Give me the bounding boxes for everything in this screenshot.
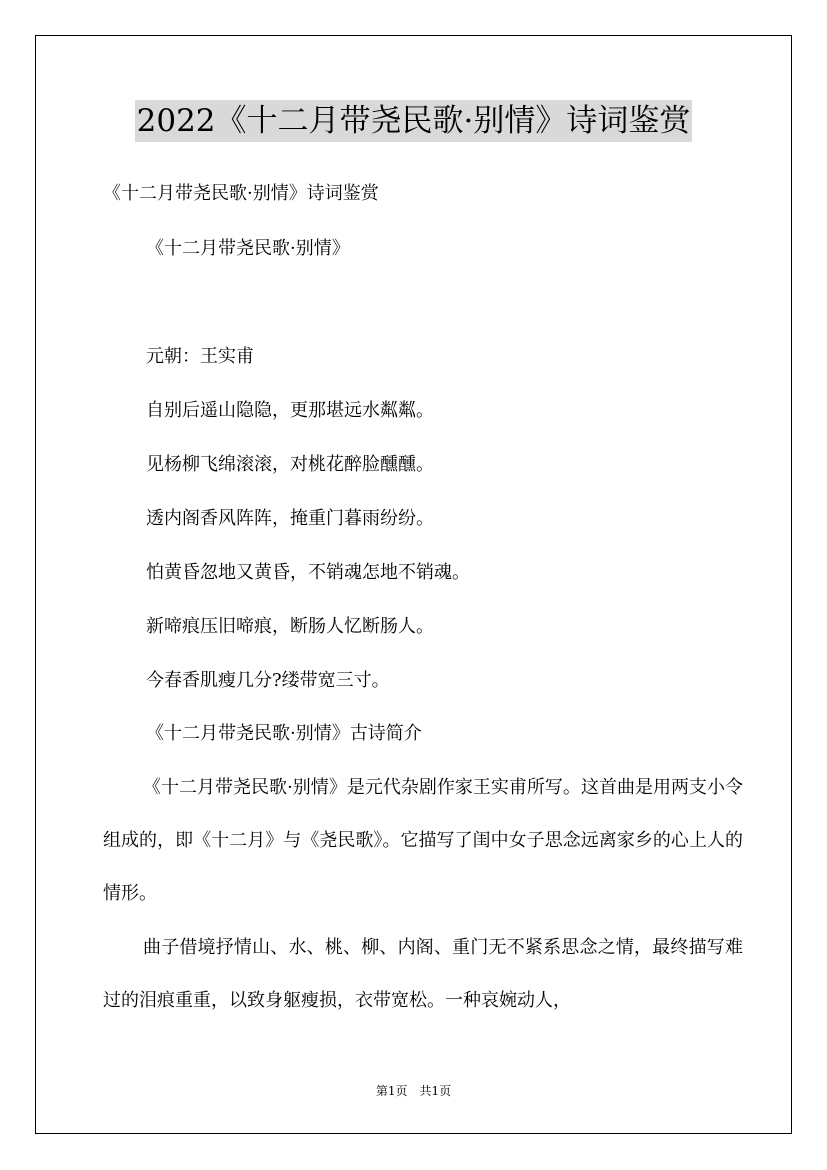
page-footer: 第1页 共1页 [375, 1084, 452, 1098]
intro-heading-line: 《十二月带尧民歌·别情》古诗简介 [146, 723, 422, 744]
poem-verse-1: 自别后遥山隐隐，更那堪远水粼粼。 [146, 400, 434, 421]
intro-paragraph: 《十二月带尧民歌·别情》是元代杂剧作家王实甫所写。这首曲是用两支小令组成的，即《十二月》与《尧民歌》。它描写了闺中女子思念远离家乡的心上人的情形。 [103, 777, 743, 904]
document-title: 2022《十二月带尧民歌·别情》诗词鉴赏 [135, 100, 693, 142]
poem-author-line: 元朝：王实甫 [146, 346, 254, 367]
title-container [0, 100, 827, 142]
subtitle-line: 《十二月带尧民歌·别情》诗词鉴赏 [103, 183, 379, 204]
poem-verse-4: 怕黄昏忽地又黄昏，不销魂怎地不销魂。 [146, 562, 470, 583]
poem-verse-5: 新啼痕压旧啼痕，断肠人忆断肠人。 [146, 616, 434, 637]
poem-title-line: 《十二月带尧民歌·别情》 [146, 238, 350, 259]
poem-verse-3: 透内阁香风阵阵，掩重门暮雨纷纷。 [146, 508, 434, 529]
analysis-paragraph: 曲子借境抒情山、水、桃、柳、内阁、重门无不紧系思念之情，最终描写难过的泪痕重重，以致身躯瘦损，衣带宽松。一种哀婉动人， [103, 937, 743, 1011]
poem-verse-2: 见杨柳飞绵滚滚，对桃花醉脸醺醺。 [146, 454, 434, 475]
poem-verse-6: 今春香肌瘦几分?缕带宽三寸。 [146, 670, 390, 691]
